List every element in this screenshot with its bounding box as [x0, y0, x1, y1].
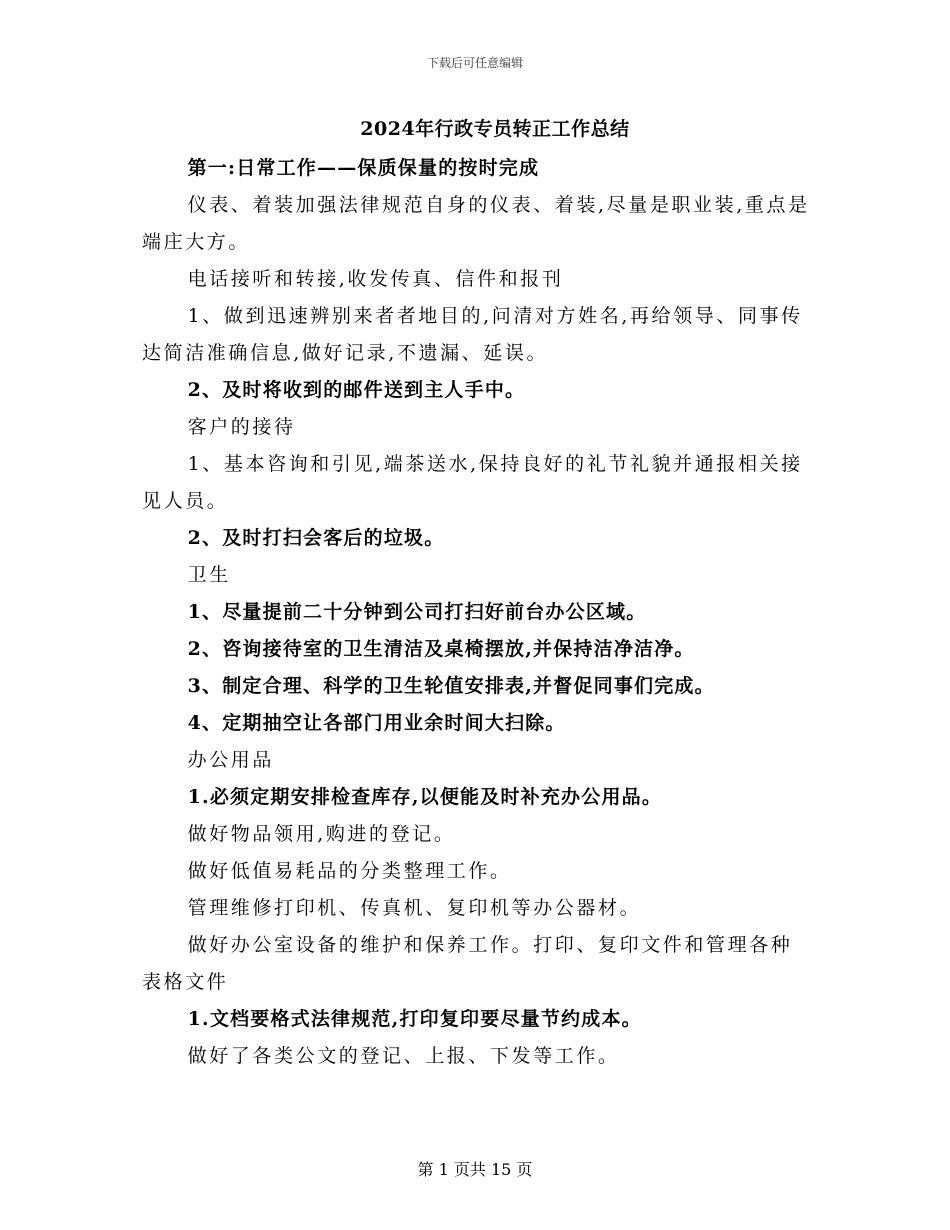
- paragraph: 3、制定合理、科学的卫生轮值安排表,并督促同事们完成。: [187, 675, 715, 697]
- header-note: 下载后可任意编辑: [426, 56, 523, 70]
- paragraph: 4、定期抽空让各部门用业余时间大扫除。: [187, 712, 566, 734]
- paragraph: 做好办公室设备的维护和保养工作。打印、复印文件和管理各种表格文件: [142, 934, 793, 993]
- section-heading: 第一:日常工作——保质保量的按时完成: [187, 157, 540, 179]
- paragraph: 2、及时打扫会客后的垃圾。: [187, 527, 445, 549]
- paragraph: 做好低值易耗品的分类整理工作。: [187, 860, 512, 882]
- page-number-footer: 第 1 页共 15 页: [417, 1160, 533, 1179]
- paragraph: 办公用品: [187, 749, 274, 771]
- paragraph: 1.文档要格式法律规范,打印复印要尽量节约成本。: [187, 1008, 642, 1030]
- paragraph: 仪表、着装加强法律规范自身的仪表、着装,尽量是职业装,重点是端庄大方。: [142, 194, 810, 253]
- paragraph: 1.必须定期安排检查库存,以便能及时补充办公用品。: [187, 786, 663, 808]
- paragraph: 电话接听和转接,收发传真、信件和报刊: [187, 268, 564, 290]
- paragraph: 2、咨询接待室的卫生清洁及桌椅摆放,并保持洁净洁净。: [187, 638, 695, 660]
- document-body: [142, 150, 810, 1075]
- paragraph: 客户的接待: [187, 416, 296, 438]
- paragraph: 2、及时将收到的邮件送到主人手中。: [187, 379, 526, 401]
- paragraph: 1、尽量提前二十分钟到公司打扫好前台办公区域。: [187, 601, 647, 623]
- document-title: 2024年行政专员转正工作总结: [360, 118, 630, 140]
- paragraph: 卫生: [187, 564, 231, 586]
- paragraph: 1、基本咨询和引见,端茶送水,保持良好的礼节礼貌并通报相关接见人员。: [142, 453, 803, 512]
- paragraph: 做好物品领用,购进的登记。: [187, 823, 456, 845]
- paragraph: 管理维修打印机、传真机、复印机等办公器材。: [187, 897, 642, 919]
- paragraph: 1、做到迅速辨别来者者地目的,问清对方姓名,再给领导、同事传达简洁准确信息,做好记录,不遗漏、延误。: [142, 305, 803, 364]
- paragraph: 做好了各类公文的登记、上报、下发等工作。: [187, 1045, 620, 1067]
